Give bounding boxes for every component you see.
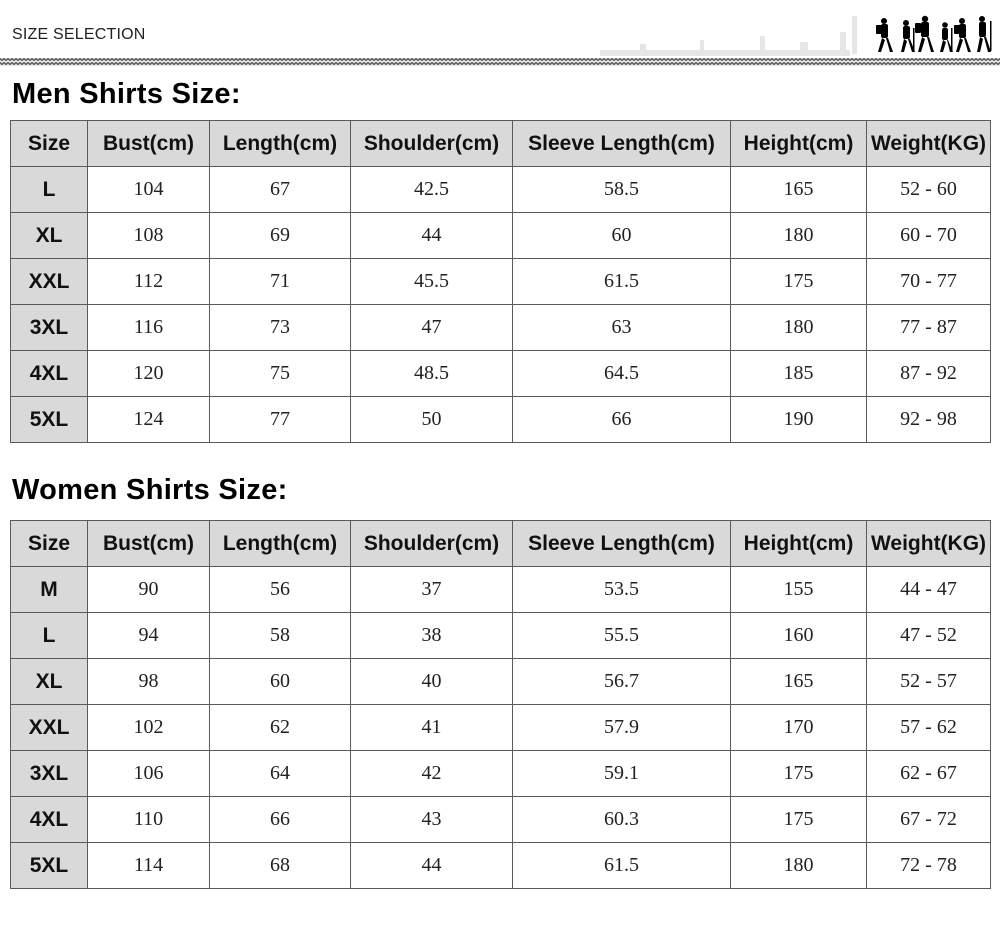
column-header-size: Size bbox=[11, 521, 88, 567]
height-cell: 175 bbox=[731, 259, 867, 305]
height-cell: 190 bbox=[731, 397, 867, 443]
bust-cell: 104 bbox=[88, 167, 210, 213]
men-section-title: Men Shirts Size: bbox=[12, 78, 241, 110]
weight-cell: 57 - 62 bbox=[867, 705, 991, 751]
shoulder-cell: 44 bbox=[351, 213, 513, 259]
size-cell: 5XL bbox=[11, 397, 88, 443]
hikers-silhouette-icon bbox=[0, 6, 1000, 62]
size-cell: 3XL bbox=[11, 751, 88, 797]
table-row bbox=[11, 751, 991, 797]
size-cell: XXL bbox=[11, 259, 88, 305]
height-cell: 160 bbox=[731, 613, 867, 659]
length-cell: 64 bbox=[210, 751, 351, 797]
men-header-row bbox=[11, 121, 991, 167]
men-size-table bbox=[10, 120, 991, 443]
length-cell: 67 bbox=[210, 167, 351, 213]
height-cell: 180 bbox=[731, 213, 867, 259]
weight-cell: 77 - 87 bbox=[867, 305, 991, 351]
shoulder-cell: 50 bbox=[351, 397, 513, 443]
column-header-length: Length(cm) bbox=[210, 521, 351, 567]
weight-cell: 70 - 77 bbox=[867, 259, 991, 305]
length-cell: 68 bbox=[210, 843, 351, 889]
length-cell: 73 bbox=[210, 305, 351, 351]
sleeve-length-cell: 66 bbox=[513, 397, 731, 443]
bust-cell: 114 bbox=[88, 843, 210, 889]
column-header-weight: Weight(KG) bbox=[867, 521, 991, 567]
table-row bbox=[11, 797, 991, 843]
bust-cell: 106 bbox=[88, 751, 210, 797]
sleeve-length-cell: 60 bbox=[513, 213, 731, 259]
shoulder-cell: 40 bbox=[351, 659, 513, 705]
size-cell: 4XL bbox=[11, 351, 88, 397]
height-cell: 180 bbox=[731, 843, 867, 889]
bust-cell: 116 bbox=[88, 305, 210, 351]
length-cell: 58 bbox=[210, 613, 351, 659]
sleeve-length-cell: 64.5 bbox=[513, 351, 731, 397]
sleeve-length-cell: 56.7 bbox=[513, 659, 731, 705]
height-cell: 175 bbox=[731, 751, 867, 797]
table-row bbox=[11, 659, 991, 705]
dotted-divider bbox=[0, 58, 1000, 66]
table-row bbox=[11, 843, 991, 889]
women-size-table bbox=[10, 520, 991, 889]
column-header-height: Height(cm) bbox=[731, 121, 867, 167]
size-cell: XL bbox=[11, 213, 88, 259]
shoulder-cell: 45.5 bbox=[351, 259, 513, 305]
table-row bbox=[11, 167, 991, 213]
table-row bbox=[11, 351, 991, 397]
length-cell: 56 bbox=[210, 567, 351, 613]
column-header-bust: Bust(cm) bbox=[88, 121, 210, 167]
shoulder-cell: 41 bbox=[351, 705, 513, 751]
table-row bbox=[11, 705, 991, 751]
height-cell: 170 bbox=[731, 705, 867, 751]
height-cell: 165 bbox=[731, 167, 867, 213]
top-header bbox=[0, 0, 1000, 68]
weight-cell: 62 - 67 bbox=[867, 751, 991, 797]
sleeve-length-cell: 55.5 bbox=[513, 613, 731, 659]
weight-cell: 87 - 92 bbox=[867, 351, 991, 397]
length-cell: 66 bbox=[210, 797, 351, 843]
height-cell: 180 bbox=[731, 305, 867, 351]
sleeve-length-cell: 59.1 bbox=[513, 751, 731, 797]
size-cell: M bbox=[11, 567, 88, 613]
women-section-title: Women Shirts Size: bbox=[12, 474, 288, 506]
shoulder-cell: 42 bbox=[351, 751, 513, 797]
sleeve-length-cell: 61.5 bbox=[513, 259, 731, 305]
bust-cell: 124 bbox=[88, 397, 210, 443]
bust-cell: 112 bbox=[88, 259, 210, 305]
column-header-height: Height(cm) bbox=[731, 521, 867, 567]
height-cell: 175 bbox=[731, 797, 867, 843]
size-cell: 4XL bbox=[11, 797, 88, 843]
length-cell: 77 bbox=[210, 397, 351, 443]
table-row bbox=[11, 213, 991, 259]
weight-cell: 67 - 72 bbox=[867, 797, 991, 843]
sleeve-length-cell: 63 bbox=[513, 305, 731, 351]
size-cell: L bbox=[11, 167, 88, 213]
shoulder-cell: 37 bbox=[351, 567, 513, 613]
shoulder-cell: 42.5 bbox=[351, 167, 513, 213]
weight-cell: 52 - 57 bbox=[867, 659, 991, 705]
sleeve-length-cell: 53.5 bbox=[513, 567, 731, 613]
bust-cell: 98 bbox=[88, 659, 210, 705]
height-cell: 165 bbox=[731, 659, 867, 705]
table-row bbox=[11, 259, 991, 305]
weight-cell: 52 - 60 bbox=[867, 167, 991, 213]
length-cell: 71 bbox=[210, 259, 351, 305]
weight-cell: 47 - 52 bbox=[867, 613, 991, 659]
header-title: SIZE SELECTION bbox=[12, 26, 146, 43]
size-cell: 3XL bbox=[11, 305, 88, 351]
size-cell: XXL bbox=[11, 705, 88, 751]
height-cell: 185 bbox=[731, 351, 867, 397]
bust-cell: 120 bbox=[88, 351, 210, 397]
length-cell: 75 bbox=[210, 351, 351, 397]
length-cell: 62 bbox=[210, 705, 351, 751]
sleeve-length-cell: 60.3 bbox=[513, 797, 731, 843]
height-cell: 155 bbox=[731, 567, 867, 613]
bust-cell: 90 bbox=[88, 567, 210, 613]
table-row bbox=[11, 305, 991, 351]
bust-cell: 108 bbox=[88, 213, 210, 259]
women-header-row bbox=[11, 521, 991, 567]
column-header-bust: Bust(cm) bbox=[88, 521, 210, 567]
shoulder-cell: 48.5 bbox=[351, 351, 513, 397]
weight-cell: 92 - 98 bbox=[867, 397, 991, 443]
sleeve-length-cell: 58.5 bbox=[513, 167, 731, 213]
length-cell: 60 bbox=[210, 659, 351, 705]
column-header-shoulder: Shoulder(cm) bbox=[351, 521, 513, 567]
weight-cell: 60 - 70 bbox=[867, 213, 991, 259]
column-header-sleeve-length: Sleeve Length(cm) bbox=[513, 521, 731, 567]
table-row bbox=[11, 397, 991, 443]
shoulder-cell: 38 bbox=[351, 613, 513, 659]
weight-cell: 44 - 47 bbox=[867, 567, 991, 613]
column-header-weight: Weight(KG) bbox=[867, 121, 991, 167]
sleeve-length-cell: 57.9 bbox=[513, 705, 731, 751]
shoulder-cell: 43 bbox=[351, 797, 513, 843]
sleeve-length-cell: 61.5 bbox=[513, 843, 731, 889]
weight-cell: 72 - 78 bbox=[867, 843, 991, 889]
size-cell: 5XL bbox=[11, 843, 88, 889]
bust-cell: 102 bbox=[88, 705, 210, 751]
shoulder-cell: 47 bbox=[351, 305, 513, 351]
size-cell: L bbox=[11, 613, 88, 659]
table-row bbox=[11, 567, 991, 613]
size-cell: XL bbox=[11, 659, 88, 705]
column-header-sleeve-length: Sleeve Length(cm) bbox=[513, 121, 731, 167]
column-header-shoulder: Shoulder(cm) bbox=[351, 121, 513, 167]
bust-cell: 110 bbox=[88, 797, 210, 843]
column-header-length: Length(cm) bbox=[210, 121, 351, 167]
shoulder-cell: 44 bbox=[351, 843, 513, 889]
bust-cell: 94 bbox=[88, 613, 210, 659]
table-row bbox=[11, 613, 991, 659]
column-header-size: Size bbox=[11, 121, 88, 167]
length-cell: 69 bbox=[210, 213, 351, 259]
